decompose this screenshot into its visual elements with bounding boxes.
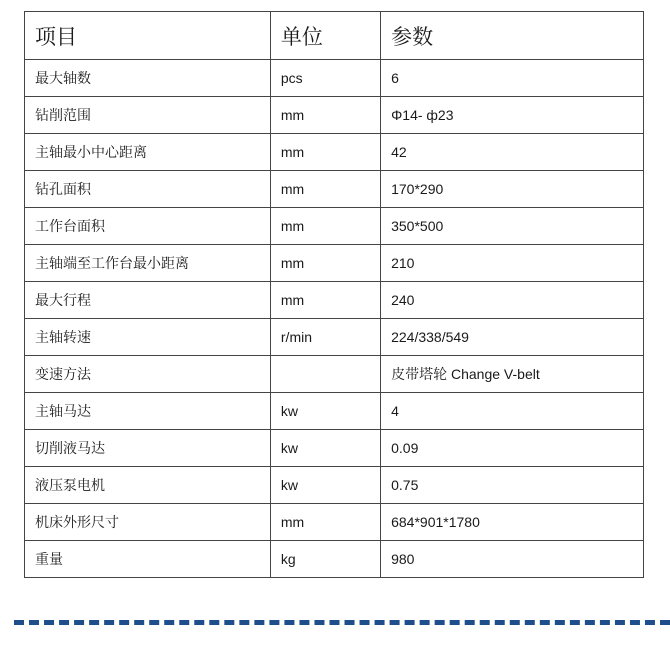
unit-cell: mm xyxy=(270,208,380,245)
unit-cell: pcs xyxy=(270,60,380,97)
table-row xyxy=(25,171,644,208)
unit-cell: mm xyxy=(270,504,380,541)
value-cell: 0.09 xyxy=(381,430,644,467)
unit-cell: kw xyxy=(270,393,380,430)
table-row xyxy=(25,467,644,504)
table-row xyxy=(25,541,644,578)
value-cell: 210 xyxy=(381,245,644,282)
item-cell: 钻削范围 xyxy=(25,97,271,134)
table-row xyxy=(25,245,644,282)
value-cell: 980 xyxy=(381,541,644,578)
value-cell: 42 xyxy=(381,134,644,171)
table-row xyxy=(25,393,644,430)
table-row xyxy=(25,282,644,319)
value-cell: 224/338/549 xyxy=(381,319,644,356)
table-row xyxy=(25,208,644,245)
header-item: 项目 xyxy=(25,12,271,60)
unit-cell: mm xyxy=(270,171,380,208)
value-cell: 6 xyxy=(381,60,644,97)
value-cell: 350*500 xyxy=(381,208,644,245)
item-cell: 工作台面积 xyxy=(25,208,271,245)
value-cell: 240 xyxy=(381,282,644,319)
value-cell: 684*901*1780 xyxy=(381,504,644,541)
item-cell: 钻孔面积 xyxy=(25,171,271,208)
table-header-row xyxy=(25,12,644,60)
item-cell: 重量 xyxy=(25,541,271,578)
value-cell: 皮带塔轮 Change V-belt xyxy=(381,356,644,393)
spec-table xyxy=(24,11,644,578)
header-unit: 单位 xyxy=(270,12,380,60)
item-cell: 最大行程 xyxy=(25,282,271,319)
unit-cell: kw xyxy=(270,467,380,504)
table-row xyxy=(25,430,644,467)
value-cell: 170*290 xyxy=(381,171,644,208)
item-cell: 液压泵电机 xyxy=(25,467,271,504)
value-cell: 4 xyxy=(381,393,644,430)
item-cell: 主轴转速 xyxy=(25,319,271,356)
unit-cell: kg xyxy=(270,541,380,578)
value-cell: Φ14- ф23 xyxy=(381,97,644,134)
table-row xyxy=(25,134,644,171)
item-cell: 主轴马达 xyxy=(25,393,271,430)
item-cell: 主轴端至工作台最小距离 xyxy=(25,245,271,282)
unit-cell: mm xyxy=(270,97,380,134)
table-row xyxy=(25,319,644,356)
table-row xyxy=(25,356,644,393)
value-cell: 0.75 xyxy=(381,467,644,504)
unit-cell: r/min xyxy=(270,319,380,356)
item-cell: 切削液马达 xyxy=(25,430,271,467)
item-cell: 变速方法 xyxy=(25,356,271,393)
table-row xyxy=(25,60,644,97)
unit-cell: mm xyxy=(270,134,380,171)
dashed-divider xyxy=(14,620,670,625)
table-row xyxy=(25,97,644,134)
item-cell: 最大轴数 xyxy=(25,60,271,97)
table-row xyxy=(25,504,644,541)
item-cell: 机床外形尺寸 xyxy=(25,504,271,541)
item-cell: 主轴最小中心距离 xyxy=(25,134,271,171)
header-value: 参数 xyxy=(381,12,644,60)
unit-cell: kw xyxy=(270,430,380,467)
unit-cell: mm xyxy=(270,282,380,319)
unit-cell xyxy=(270,356,380,393)
unit-cell: mm xyxy=(270,245,380,282)
